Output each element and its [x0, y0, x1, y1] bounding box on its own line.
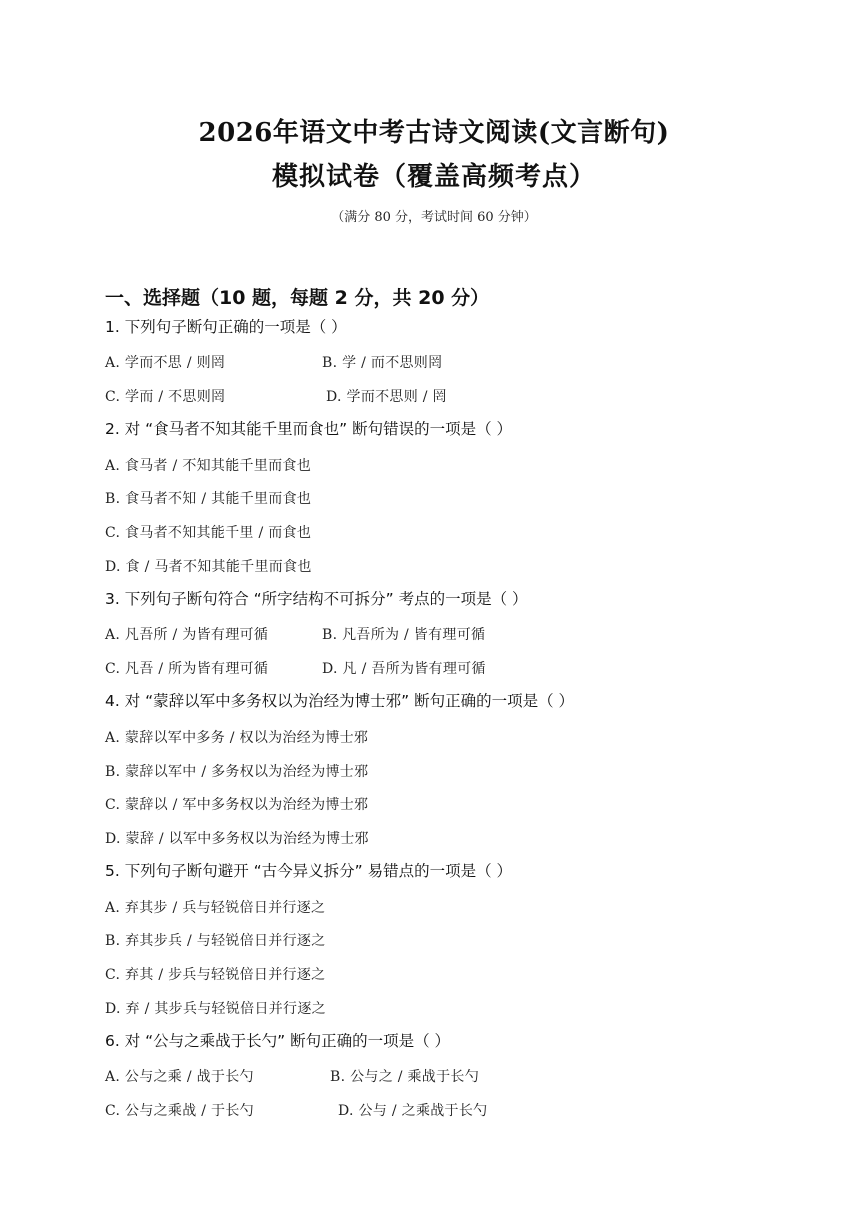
- option-d: D. 蒙辞 / 以军中多务权以为治经为博士邪: [105, 831, 369, 847]
- option-c: C. 食马者不知其能千里 / 而食也: [105, 525, 312, 541]
- option-b: B. 蒙辞以军中 / 多务权以为治经为博士邪: [105, 764, 369, 780]
- option-b: B. 食马者不知 / 其能千里而食也: [105, 491, 312, 507]
- question-stem: 4. 对 “蒙辞以军中多务权以为治经为博士邪” 断句正确的一项是（ ）: [105, 692, 575, 710]
- option-b: B. 弃其步兵 / 与轻锐倍日并行逐之: [105, 933, 326, 949]
- option-d: D. 公与 / 之乘战于长勺: [338, 1103, 488, 1119]
- option-c: C. 凡吾 / 所为皆有理可循: [105, 661, 269, 677]
- option-a: A. 食马者 / 不知其能千里而食也: [105, 458, 312, 474]
- option-b: B. 凡吾所为 / 皆有理可循: [322, 627, 486, 643]
- option-b: B. 公与之 / 乘战于长勺: [330, 1069, 480, 1085]
- exam-title-line1: 2026年语文中考古诗文阅读(文言断句): [198, 118, 670, 148]
- option-c: C. 弃其 / 步兵与轻锐倍日并行逐之: [105, 967, 326, 983]
- option-b: B. 学 / 而不思则罔: [322, 355, 443, 371]
- option-d: D. 凡 / 吾所为皆有理可循: [322, 661, 486, 677]
- option-d: D. 弃 / 其步兵与轻锐倍日并行逐之: [105, 1001, 326, 1017]
- option-a: A. 蒙辞以军中多务 / 权以为治经为博士邪: [105, 730, 369, 746]
- question-stem: 2. 对 “食马者不知其能千里而食也” 断句错误的一项是（ ）: [105, 420, 513, 438]
- question-stem: 6. 对 “公与之乘战于长勺” 断句正确的一项是（ ）: [105, 1032, 451, 1050]
- option-a: A. 学而不思 / 则罔: [105, 355, 226, 371]
- option-c: C. 学而 / 不思则罔: [105, 389, 226, 405]
- option-a: A. 公与之乘 / 战于长勺: [105, 1069, 254, 1085]
- exam-subtitle: （满分 80 分，考试时间 60 分钟）: [331, 210, 537, 225]
- option-a: A. 弃其步 / 兵与轻锐倍日并行逐之: [105, 900, 326, 916]
- option-a: A. 凡吾所 / 为皆有理可循: [105, 627, 269, 643]
- option-c: C. 蒙辞以 / 军中多务权以为治经为博士邪: [105, 797, 369, 813]
- question-stem: 3. 下列句子断句符合 “所字结构不可拆分” 考点的一项是（ ）: [105, 590, 528, 608]
- exam-title-line2: 模拟试卷（覆盖高频考点）: [271, 162, 596, 192]
- option-d: D. 学而不思则 / 罔: [326, 389, 447, 405]
- question-stem: 5. 下列句子断句避开 “古今异义拆分” 易错点的一项是（ ）: [105, 862, 513, 880]
- question-stem: 1. 下列句子断句正确的一项是（ ）: [105, 318, 347, 336]
- option-c: C. 公与之乘战 / 于长勺: [105, 1103, 254, 1119]
- section-heading: 一、选择题（10 题，每题 2 分，共 20 分）: [105, 287, 490, 309]
- option-d: D. 食 / 马者不知其能千里而食也: [105, 559, 312, 575]
